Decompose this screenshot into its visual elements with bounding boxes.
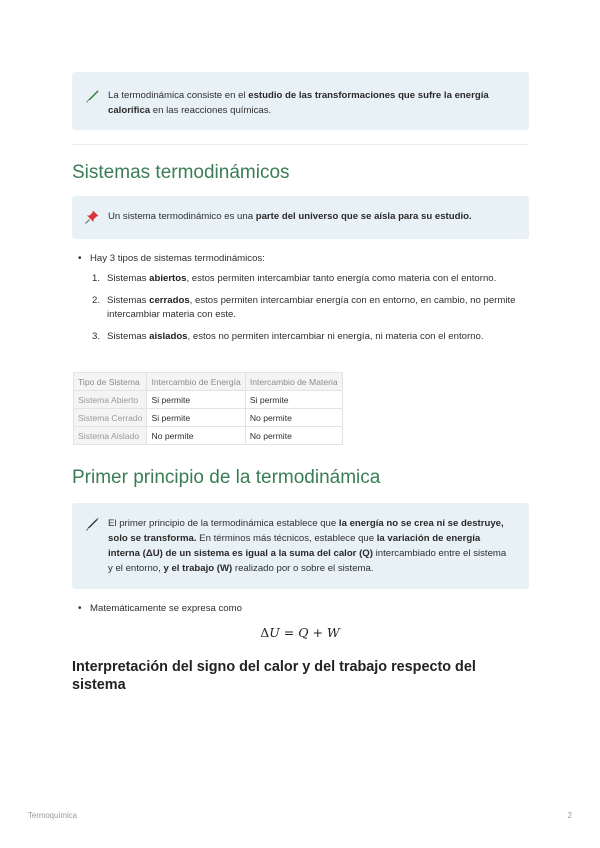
table-cell: No permite [245, 409, 342, 427]
callout-sistema-seg-0: Un sistema termodinámico es una [108, 211, 256, 222]
callout-primer-seg-4: intercambiado entre el sistema y el entorno, [108, 548, 507, 574]
table-cell: No permite [245, 427, 342, 445]
list-item-bold: cerrados [149, 294, 190, 306]
table-header-cell: Intercambio de Materia [245, 373, 342, 391]
formula-plus: + [308, 625, 327, 640]
divider [72, 144, 529, 145]
bullet-matematicamente-text: Matemáticamente se expresa como [90, 603, 242, 614]
table-row-header: Sistema Aislado [74, 427, 147, 445]
callout-sistema-text [108, 209, 472, 224]
table-header-row [74, 373, 343, 391]
callout-primer-seg-3: la variación de energía interna (ΔU) de un sistema es igual a la suma del calor (Q) [108, 533, 481, 559]
footer-page-number: 2 [567, 811, 572, 820]
table-cell: Si permite [147, 409, 245, 427]
callout-primer-seg-2: En términos más técnicos, establece que [196, 533, 377, 544]
table-row-header: Sistema Cerrado [74, 409, 147, 427]
bullet-matematicamente [78, 602, 242, 616]
formula-u: U [269, 625, 280, 640]
list-item-bold: abiertos [149, 273, 187, 284]
list-item-post: , estos permiten intercambiar tanto energía como materia con el entorno. [186, 273, 497, 284]
callout-intro [72, 72, 529, 130]
list-item-number: 1. [92, 273, 101, 284]
sistemas-table [73, 372, 343, 445]
list-item-text [107, 272, 496, 287]
callout-primer-seg-6: realizado por o sobre el sistema. [232, 563, 374, 574]
pushpin-icon [84, 209, 100, 225]
pen-icon [84, 88, 100, 104]
list-item-pre: Sistemas [107, 273, 150, 284]
callout-primer-seg-0: El primer principio de la termodinámica establece que [108, 518, 339, 529]
subsection-heading-signo: Interpretación del signo del calor y del trabajo respecto del sistema [72, 659, 476, 693]
callout-sistema-definition [72, 196, 529, 239]
list-item [92, 330, 532, 345]
table-row [74, 409, 343, 427]
callout-intro-seg-1: estudio de las transformaciones que sufre la energía calorífica [108, 90, 489, 116]
list-item [92, 294, 532, 323]
table-header-cell: Intercambio de Energía [147, 373, 245, 391]
list-item-number: 2. [92, 294, 101, 306]
callout-intro-seg-0: La termodinámica consiste en el [108, 90, 249, 101]
footer-document-title: Termoquímica [28, 811, 77, 820]
callout-sistema-seg-1: parte del universo que se aísla para su estudio. [255, 211, 472, 222]
table-cell: Si permite [245, 391, 342, 409]
formula-w: W [326, 625, 340, 640]
list-item-pre: Sistemas [107, 330, 150, 342]
list-item-text [107, 294, 532, 323]
table-cell: Si permite [147, 391, 245, 409]
formula-equals: = [279, 625, 299, 640]
callout-primer-seg-5: y el trabajo (W) [163, 563, 233, 574]
pen-icon [84, 516, 100, 532]
list-item-post: , estos no permiten intercambiar ni energía, ni materia con el entorno. [187, 330, 484, 342]
bullet-tipos-text: Hay 3 tipos de sistemas termodinámicos: [90, 253, 265, 264]
table-header-cell: Tipo de Sistema [74, 373, 147, 391]
section-heading-sistemas: Sistemas termodinámicos [72, 162, 290, 183]
bullet-dot-icon: • [78, 253, 82, 264]
list-item [92, 272, 532, 287]
table-cell: No permite [147, 427, 245, 445]
callout-intro-seg-2: en las reacciones químicas. [150, 105, 272, 116]
list-item-post: , estos permiten intercambiar energía con en entorno, en cambio, no permite intercambiar materia con este. [107, 294, 516, 320]
list-item-pre: Sistemas [107, 294, 150, 306]
callout-intro-text [108, 88, 513, 118]
table-row [74, 427, 343, 445]
first-law-formula [0, 625, 600, 640]
callout-primer-seg-1: la energía no se crea ni se destruye, solo se transforma. [108, 518, 504, 544]
callout-primer-principio [72, 503, 529, 589]
formula-q: Q [298, 625, 309, 640]
list-item-number: 3. [92, 330, 101, 342]
callout-primer-text [108, 516, 513, 576]
section-heading-primer-principio: Primer principio de la termodinámica [72, 467, 381, 488]
list-item-bold: aislados [149, 330, 188, 342]
table-row [74, 391, 343, 409]
sistemas-types-list [92, 272, 532, 351]
bullet-tipos [78, 252, 265, 266]
bullet-dot-icon: • [78, 603, 82, 614]
list-item-text [107, 330, 484, 345]
formula-delta: Δ [260, 625, 270, 640]
table-row-header: Sistema Abierto [74, 391, 147, 409]
